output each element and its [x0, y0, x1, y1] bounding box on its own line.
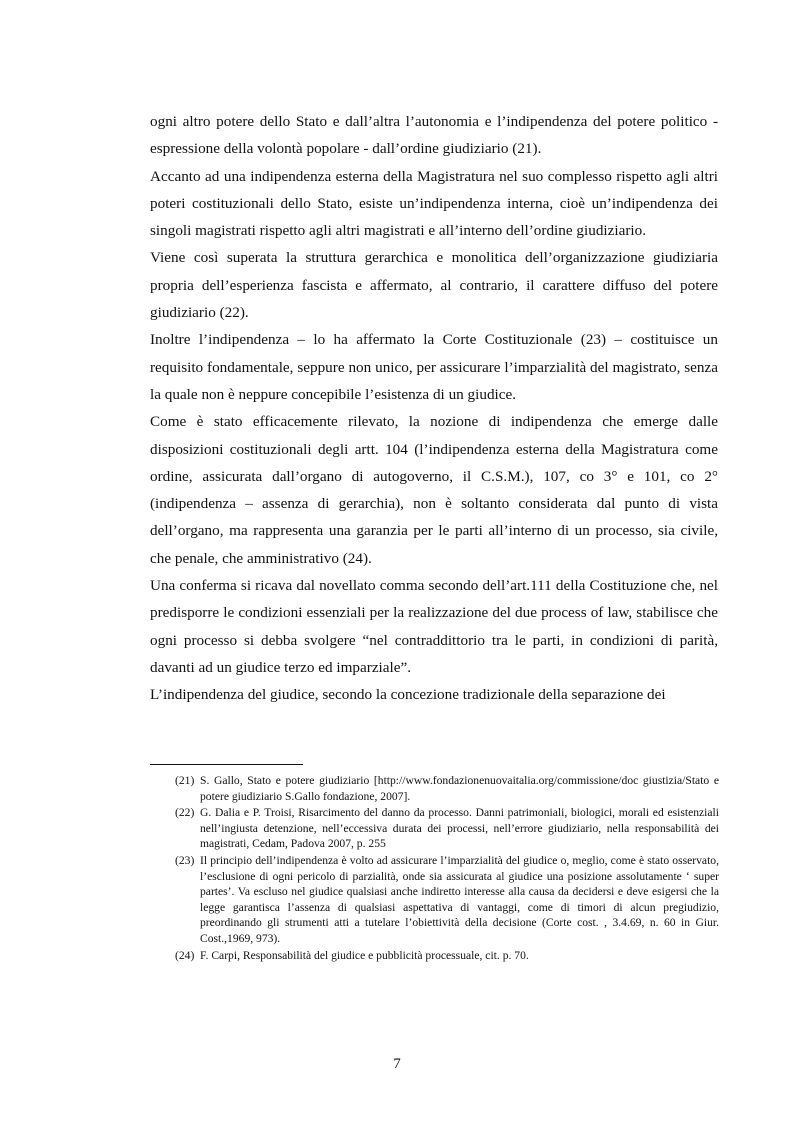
footnote	[175, 805, 719, 852]
paragraph: Viene così superata la struttura gerarchica e monolitica dell’organizzazione giudiziaria propria dell’esperienza fascista e affermato, al contrario, il carattere diffuso del potere giudiziario (22).	[150, 249, 718, 322]
paragraph: Inoltre l’indipendenza – lo ha affermato la Corte Costituzionale (23) – costituisce un requisito fondamentale, seppure non unico, per assicurare l’imparzialità del magistrato, senza la quale non è neppure concepibile l’esistenza di un giudice.	[150, 331, 718, 403]
footnotes	[175, 773, 719, 964]
footnote	[175, 773, 719, 804]
paragraph: ogni altro potere dello Stato e dall’altra l’autonomia e l’indipendenza del potere politico - espressione della volontà popolare - dall’ordine giudiziario (21).	[150, 113, 718, 158]
footnote-text: G. Dalia e P. Troisi, Risarcimento del danno da processo. Danni patrimoniali, biologici, morali ed esistenziali nell’ingiusta detenzione, nell’eccessiva durata dei processi, nell’errore giudiziario, nella responsabilità dei magistrati, Cedam, Padova 2007, p. 255	[200, 806, 719, 851]
footnote	[175, 948, 719, 964]
page-number: 7	[393, 1056, 401, 1072]
footnote-number: (22)	[175, 806, 195, 820]
footnote	[175, 853, 719, 947]
paragraph: Accanto ad una indipendenza esterna della Magistratura nel suo complesso rispetto agli altri poteri costituzionali dello Stato, esiste un’indipendenza interna, cioè un’indipendenza dei singoli magistrati rispetto agli altri magistrati e all’interno dell’ordine giudiziario.	[150, 167, 718, 240]
footnote-number: (24)	[175, 948, 195, 962]
body-text	[150, 108, 718, 709]
footnote-number: (23)	[175, 853, 195, 867]
paragraph: Una conferma si ricava dal novellato comma secondo dell’art.111 della Costituzione che, nel predisporre le condizioni essenziali per la realizzazione del due process of law, stabilisce che ogni processo si debba svolgere “nel contraddittorio tra le parti, in condizioni di parità, davanti ad un giudice terzo ed imparziale”.	[150, 577, 718, 676]
footnote-separator	[150, 764, 303, 765]
footnote-number: (21)	[175, 774, 195, 787]
footnote-text: Il principio dell’indipendenza è volto ad assicurare l’imparzialità del giudice o, meglio, come è stato osservato, l’esclusione di ogni pericolo di parzialità, onde sia assicurata al giudice una posizione assolutamente ‘ super partes’. Va escluso nel giudice qualsiasi anche indiretto interesse alla causa da decidersi e deve esigersi che la legge garantisca l’assenza di qualsiasi aspettativa di vantaggi, come di timori di alcun pregiudizio, preordinando gli strumenti atti a tutelare l’obiettività della decisione (Corte cost. , 3.4.69, n. 60 in Giur. Cost.,1969, 973).	[200, 853, 719, 945]
paragraph: L’indipendenza del giudice, secondo la concezione tradizionale della separazione dei	[150, 686, 666, 704]
footnote-text: S. Gallo, Stato e potere giudiziario [http://www.fondazionenuovaitalia.org/commissione/doc giustizia/Stato e potere giudiziario S.Gallo fondazione, 2007].	[200, 774, 719, 803]
document-page	[150, 108, 718, 709]
footnote-text: F. Carpi, Responsabilità del giudice e pubblicità processuale, cit. p. 70.	[200, 948, 529, 962]
paragraph: Come è stato efficacemente rilevato, la nozione di indipendenza che emerge dalle disposizioni costituzionali degli artt. 104 (l’indipendenza esterna della Magistratura come ordine, assicurata dall’organo di autogoverno, il C.S.M.), 107, co 3° e 101, co 2° (indipendenza – assenza di gerarchia), non è soltanto considerata dal punto di vista dell’organo, ma rappresenta una garanzia per le parti all’interno di un processo, sia civile, che penale, che amministrativo (24).	[150, 413, 718, 567]
